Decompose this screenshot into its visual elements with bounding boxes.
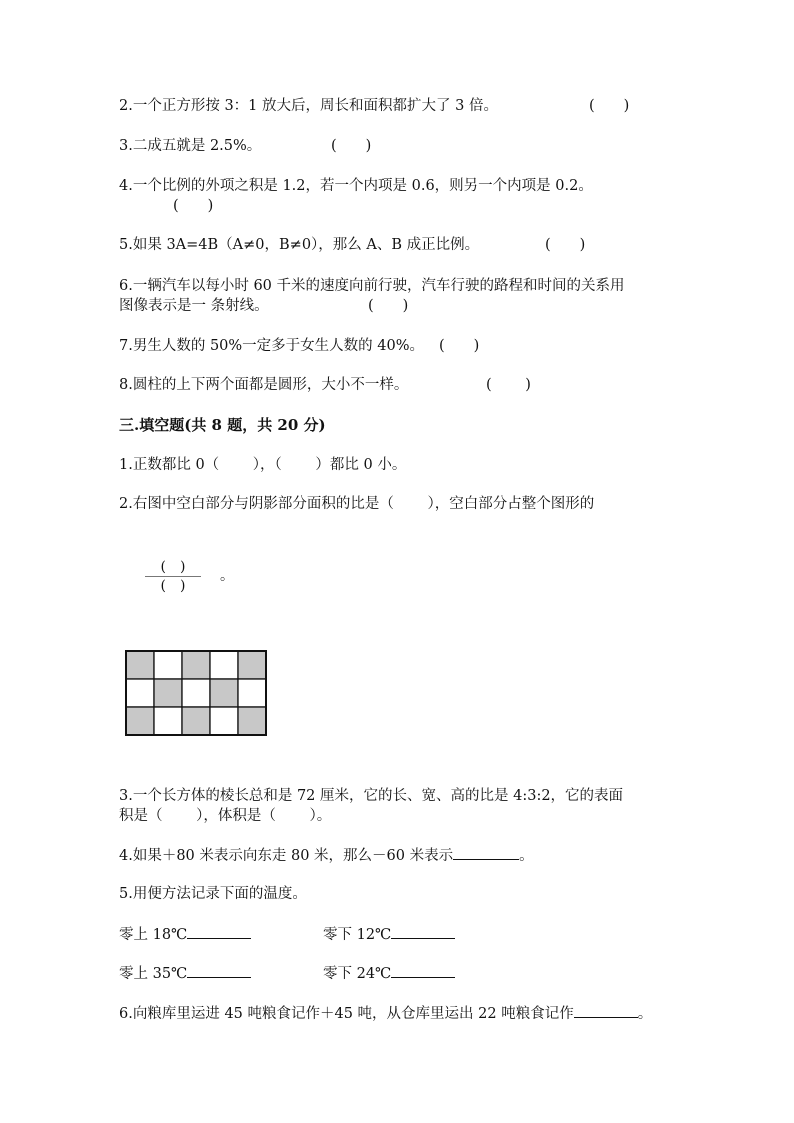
judge-q5: 5.如果 3A=4B（A≠0，B≠0），那么 A、B 成正比例。 ( ) [119, 237, 586, 253]
judge-q6-line1: 6.一辆汽车以每小时 60 千米的速度向前行驶，汽车行驶的路程和时间的关系用 [119, 278, 625, 294]
fill-q3-line1: 3.一个长方体的棱长总和是 72 厘米，它的长、宽、高的比是 4:3:2，它的表面 [119, 788, 624, 804]
judge-q2: 2.一个正方形按 3：1 放大后，周长和面积都扩大了 3 倍。 ( ) [119, 98, 630, 114]
blank-cell [238, 679, 266, 707]
answer-blank [453, 845, 519, 860]
fill-q3-line2: 积是（ ），体积是（ ）。 [119, 808, 332, 824]
shaded-cell [182, 651, 210, 679]
fraction-numerator: ( ) [160, 559, 186, 575]
judge-q7: 7.男生人数的 50%一定多于女生人数的 40%。 ( ) [119, 338, 480, 354]
answer-blank [574, 1003, 638, 1018]
answer-blank [187, 924, 251, 939]
shaded-cell [126, 651, 154, 679]
judge-q4: 4.一个比例的外项之积是 1.2，若一个内项是 0.6，则另一个内项是 0.2。 [119, 178, 593, 194]
shaded-cell [238, 707, 266, 735]
blank-cell [210, 651, 238, 679]
temp-item-d: 零下 24℃ [323, 963, 455, 984]
answer-paren: ( ) [331, 138, 372, 154]
shaded-grid-figure [125, 650, 271, 738]
answer-blank [187, 963, 251, 978]
answer-paren: ( ) [368, 298, 409, 314]
section-heading: 三.填空题(共 8 题，共 20 分) [119, 416, 326, 434]
fraction-denominator: ( ) [160, 578, 186, 594]
shaded-cell [238, 651, 266, 679]
answer-paren: ( ) [589, 98, 630, 114]
fill-q2: 2.右图中空白部分与阴影部分面积的比是（ ），空白部分占整个图形的 [119, 496, 595, 512]
fraction-bar [145, 576, 201, 577]
blank-cell [210, 707, 238, 735]
fill-q5: 5.用便方法记录下面的温度。 [119, 886, 307, 902]
fraction-blank [145, 559, 201, 594]
judge-q8: 8.圆柱的上下两个面都是圆形，大小不一样。 ( ) [119, 377, 531, 393]
answer-blank [391, 924, 455, 939]
temp-item-a: 零上 18℃ [119, 924, 251, 945]
judge-q6-line2: 图像表示是一 条射线。 ( ) [119, 298, 409, 314]
shaded-cell [126, 707, 154, 735]
answer-paren: ( ) [439, 338, 480, 354]
temp-item-b: 零下 12℃ [323, 924, 455, 945]
blank-cell [154, 707, 182, 735]
blank-cell [154, 651, 182, 679]
judge-q3: 3.二成五就是 2.5%。 ( ) [119, 138, 372, 154]
shaded-cell [154, 679, 182, 707]
temp-item-c: 零上 35℃ [119, 963, 251, 984]
answer-paren: ( ) [545, 237, 586, 253]
answer-blank [391, 963, 455, 978]
fill-q4: 4.如果＋80 米表示向东走 80 米，那么－60 米表示 。 [119, 845, 534, 866]
fraction-period: 。 [220, 568, 234, 584]
fill-q1: 1.正数都比 0（ ），（ ）都比 0 小。 [119, 457, 407, 473]
shaded-cell [182, 707, 210, 735]
blank-cell [126, 679, 154, 707]
answer-paren: ( ) [173, 198, 214, 214]
shaded-cell [210, 679, 238, 707]
blank-cell [182, 679, 210, 707]
answer-paren: ( ) [486, 377, 531, 393]
fill-q6: 6.向粮库里运进 45 吨粮食记作＋45 吨，从仓库里运出 22 吨粮食记作 。 [119, 1003, 652, 1024]
